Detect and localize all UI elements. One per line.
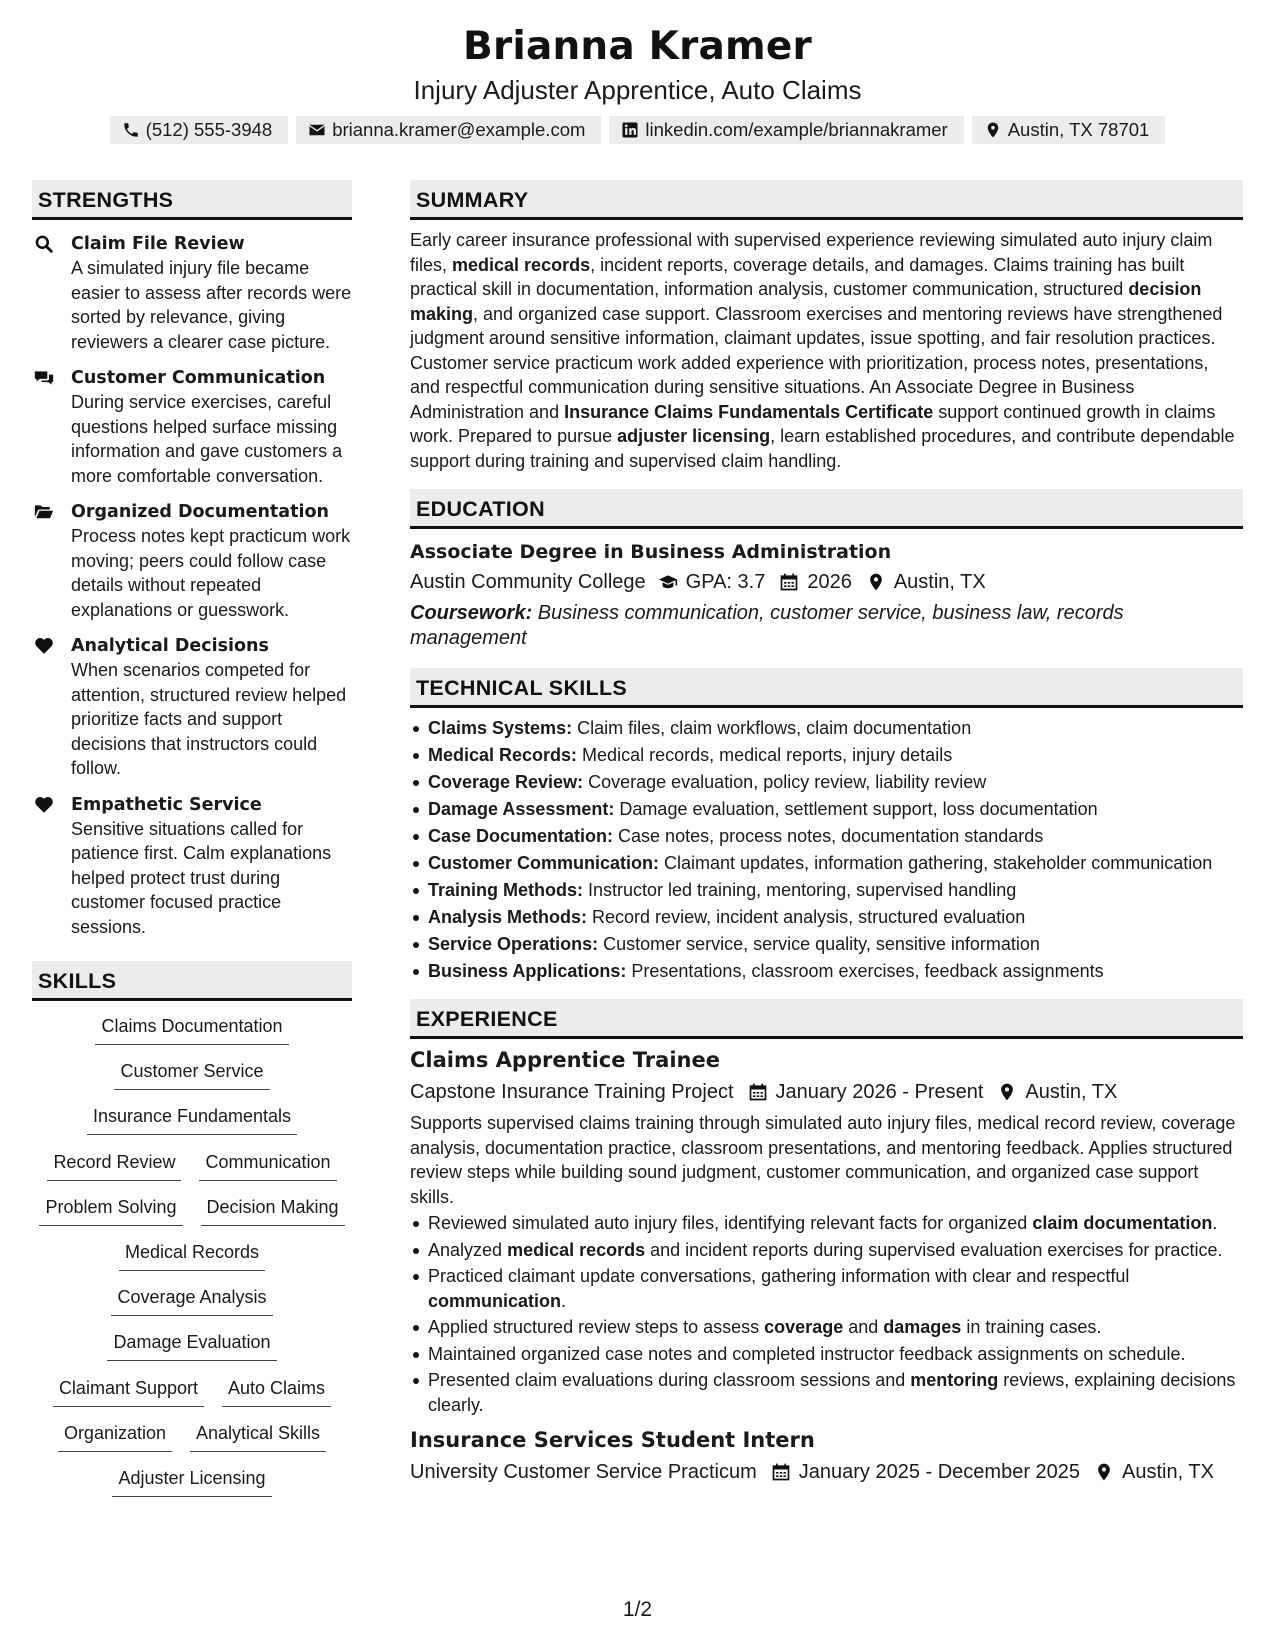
candidate-name: Brianna Kramer — [463, 24, 812, 69]
technical-skill-item: Coverage Review: Coverage evaluation, policy review, liability review — [410, 769, 1243, 796]
right-column — [410, 180, 1243, 1487]
strength-desc: Process notes kept practicum work moving; peers could follow case details without repeated explanations or guesswork. — [71, 526, 351, 620]
strength-desc: Sensitive situations called for patience first. Calm explanations helped protect trust during customer focused practice sessions. — [71, 818, 332, 937]
strength-desc: During service exercises, careful questions helped surface missing information and gave customers a more comfortable conversation. — [71, 392, 343, 486]
job-description: Supports supervised claims training through simulated auto injury files, medical record review, coverage analysis, documentation practice, classroom presentations, and mentoring feedback. Applies structured review steps while building sound judgment, customer communication, and organized case support skills. — [410, 1113, 1236, 1207]
folder-open-icon — [34, 502, 54, 522]
technical-skills-heading: TECHNICAL SKILLS — [410, 668, 1243, 708]
degree-title: Associate Degree in Business Administration — [410, 541, 892, 563]
strength-title: Analytical Decisions — [71, 636, 269, 656]
school-location: Austin, TX — [893, 571, 986, 593]
resume-header — [0, 22, 1275, 144]
skill-tag: Organization — [58, 1420, 172, 1452]
technical-skill-item: Damage Assessment: Damage evaluation, settlement support, loss documentation — [410, 796, 1243, 823]
job-title: Insurance Services Student Intern — [410, 1428, 815, 1452]
magnifier-icon — [34, 234, 54, 254]
job-bullet: Maintained organized case notes and completed instructor feedback assignments on schedule. — [410, 1342, 1243, 1367]
chat-bubbles-icon — [34, 368, 54, 388]
job-dates: January 2025 - December 2025 — [798, 1461, 1081, 1483]
strengths-heading: STRENGTHS — [32, 180, 352, 220]
page-number: 1/2 — [622, 1598, 653, 1621]
calendar-icon — [771, 1462, 791, 1482]
strength-item — [32, 500, 352, 622]
contact-bar — [0, 116, 1275, 144]
skill-row — [32, 1465, 352, 1510]
contact-linkedin[interactable] — [609, 116, 963, 144]
skill-tag: Claims Documentation — [95, 1013, 288, 1045]
skill-row — [32, 1329, 352, 1374]
contact-email[interactable] — [296, 116, 601, 144]
skills-heading: SKILLS — [32, 961, 352, 1001]
job-location: Austin, TX — [1025, 1081, 1118, 1103]
technical-skill-item: Service Operations: Customer service, service quality, sensitive information — [410, 931, 1243, 958]
skill-tag: Record Review — [47, 1149, 181, 1181]
skill-row — [32, 1420, 352, 1465]
map-pin-icon — [1094, 1462, 1114, 1482]
skill-tag: Analytical Skills — [190, 1420, 326, 1452]
map-pin-icon — [997, 1082, 1017, 1102]
school-name: Austin Community College — [410, 571, 646, 593]
skill-row — [32, 1239, 352, 1284]
job-organization: University Customer Service Practicum — [410, 1461, 757, 1483]
skill-tag: Coverage Analysis — [111, 1284, 272, 1316]
skill-tag: Claimant Support — [53, 1375, 204, 1407]
map-pin-icon — [984, 121, 1002, 139]
graduation-cap-icon — [658, 572, 678, 592]
technical-skill-item: Customer Communication: Claimant updates, information gathering, stakeholder communication — [410, 850, 1243, 877]
contact-location — [972, 116, 1166, 144]
skill-tag: Auto Claims — [222, 1375, 331, 1407]
strength-title: Customer Communication — [71, 368, 326, 388]
job-title: Claims Apprentice Trainee — [410, 1048, 720, 1072]
job-bullet: Presented claim evaluations during classroom sessions and mentoring reviews, explaining decisions clearly. — [410, 1368, 1243, 1417]
technical-skills-list — [410, 715, 1243, 985]
coursework-label: Coursework: — [410, 602, 533, 624]
skill-tag: Communication — [199, 1149, 336, 1181]
job-organization: Capstone Insurance Training Project — [410, 1081, 734, 1103]
technical-skill-item: Case Documentation: Case notes, process notes, documentation standards — [410, 823, 1243, 850]
job-bullet: Reviewed simulated auto injury files, identifying relevant facts for organized claim documentation. — [410, 1211, 1243, 1236]
job-dates: January 2026 - Present — [775, 1081, 984, 1103]
skill-tag: Insurance Fundamentals — [87, 1103, 297, 1135]
contact-phone — [110, 116, 289, 144]
experience-heading: EXPERIENCE — [410, 999, 1243, 1039]
strength-title: Claim File Review — [71, 234, 245, 254]
skill-tag: Customer Service — [114, 1058, 269, 1090]
job-location: Austin, TX — [1122, 1461, 1214, 1483]
strength-title: Empathetic Service — [71, 794, 262, 815]
skill-row — [32, 1194, 352, 1239]
skill-row — [32, 1284, 352, 1329]
skill-tag: Decision Making — [201, 1194, 345, 1226]
technical-skill-item: Analysis Methods: Record review, incident analysis, structured evaluation — [410, 904, 1243, 931]
job-entry — [410, 1425, 1243, 1487]
strength-item — [32, 634, 352, 781]
summary-heading: SUMMARY — [410, 180, 1243, 220]
heart-icon — [34, 795, 54, 815]
summary-text: Early career insurance professional with supervised experience reviewing simulated auto injury claim files, medical records, incident reports, coverage details, and damages. Claims training has built practical skill in documentation, information analysis, customer communication, structured decision making, and organized case support. Classroom exercises and mentoring reviews have strengthened judgment around sensitive information, claimant updates, issue spotting, and fair resolution practices. Customer service practicum work added experience with prioritization, process notes, presentations, and respectful communication during sensitive situations. An Associate Degree in Business Administration and Insurance Claims Fundamentals Certificate support continued growth in claims work. Prepared to pursue adjuster licensing, learn established procedures, and contribute dependable support during training and supervised claim handling. — [410, 230, 1235, 471]
calendar-icon — [748, 1082, 768, 1102]
skill-tag: Damage Evaluation — [107, 1329, 276, 1361]
education-heading: EDUCATION — [410, 489, 1243, 529]
strength-item — [32, 232, 352, 354]
candidate-headline: Injury Adjuster Apprentice, Auto Claims — [413, 75, 862, 105]
job-bullet: Applied structured review steps to assess coverage and damages in training cases. — [410, 1315, 1243, 1340]
calendar-icon — [779, 572, 799, 592]
skill-row — [32, 1013, 352, 1058]
technical-skill-item: Claims Systems: Claim files, claim workflows, claim documentation — [410, 715, 1243, 742]
left-column — [32, 180, 352, 1510]
skill-tag: Problem Solving — [39, 1194, 182, 1226]
contact-email-text[interactable]: brianna.kramer@example.com — [332, 119, 586, 140]
strength-item — [32, 793, 352, 940]
skill-tag: Medical Records — [119, 1239, 265, 1271]
strength-title: Organized Documentation — [71, 502, 329, 522]
phone-icon — [122, 121, 140, 139]
skill-row — [32, 1375, 352, 1420]
gpa: GPA: 3.7 — [685, 571, 766, 593]
graduation-year: 2026 — [807, 571, 852, 593]
skill-row — [32, 1103, 352, 1148]
technical-skill-item: Business Applications: Presentations, classroom exercises, feedback assignments — [410, 958, 1243, 985]
job-meta — [410, 1077, 1243, 1107]
job-entry — [410, 1045, 1243, 1417]
job-bullets — [410, 1211, 1243, 1417]
strength-desc: A simulated injury file became easier to assess after records were sorted by relevance, giving reviewers a clearer case picture. — [71, 258, 352, 352]
heart-icon — [34, 636, 54, 656]
strength-item — [32, 366, 352, 488]
technical-skill-item: Training Methods: Instructor led training, mentoring, supervised handling — [410, 877, 1243, 904]
linkedin-icon — [621, 121, 639, 139]
job-meta — [410, 1457, 1243, 1487]
strength-desc: When scenarios competed for attention, structured review helped prioritize facts and support decisions that instructors could follow. — [71, 660, 347, 778]
contact-location-text: Austin, TX 78701 — [1007, 119, 1150, 140]
envelope-icon — [308, 121, 326, 139]
job-bullet: Analyzed medical records and incident reports during supervised evaluation exercises for practice. — [410, 1238, 1243, 1263]
coursework — [410, 601, 1243, 650]
coursework-text: Business communication, customer service, business law, records management — [410, 602, 1124, 649]
skills-cloud — [32, 1013, 352, 1510]
contact-phone-text: (512) 555-3948 — [145, 119, 273, 140]
skill-row — [32, 1149, 352, 1194]
technical-skill-item: Medical Records: Medical records, medical reports, injury details — [410, 742, 1243, 769]
skill-tag: Adjuster Licensing — [112, 1465, 271, 1497]
skill-row — [32, 1058, 352, 1103]
contact-linkedin-text[interactable]: linkedin.com/example/briannakramer — [645, 119, 948, 140]
job-bullet: Practiced claimant update conversations, gathering information with clear and respectful communication. — [410, 1264, 1243, 1313]
map-pin-icon — [866, 572, 886, 592]
education-meta — [410, 567, 1243, 597]
